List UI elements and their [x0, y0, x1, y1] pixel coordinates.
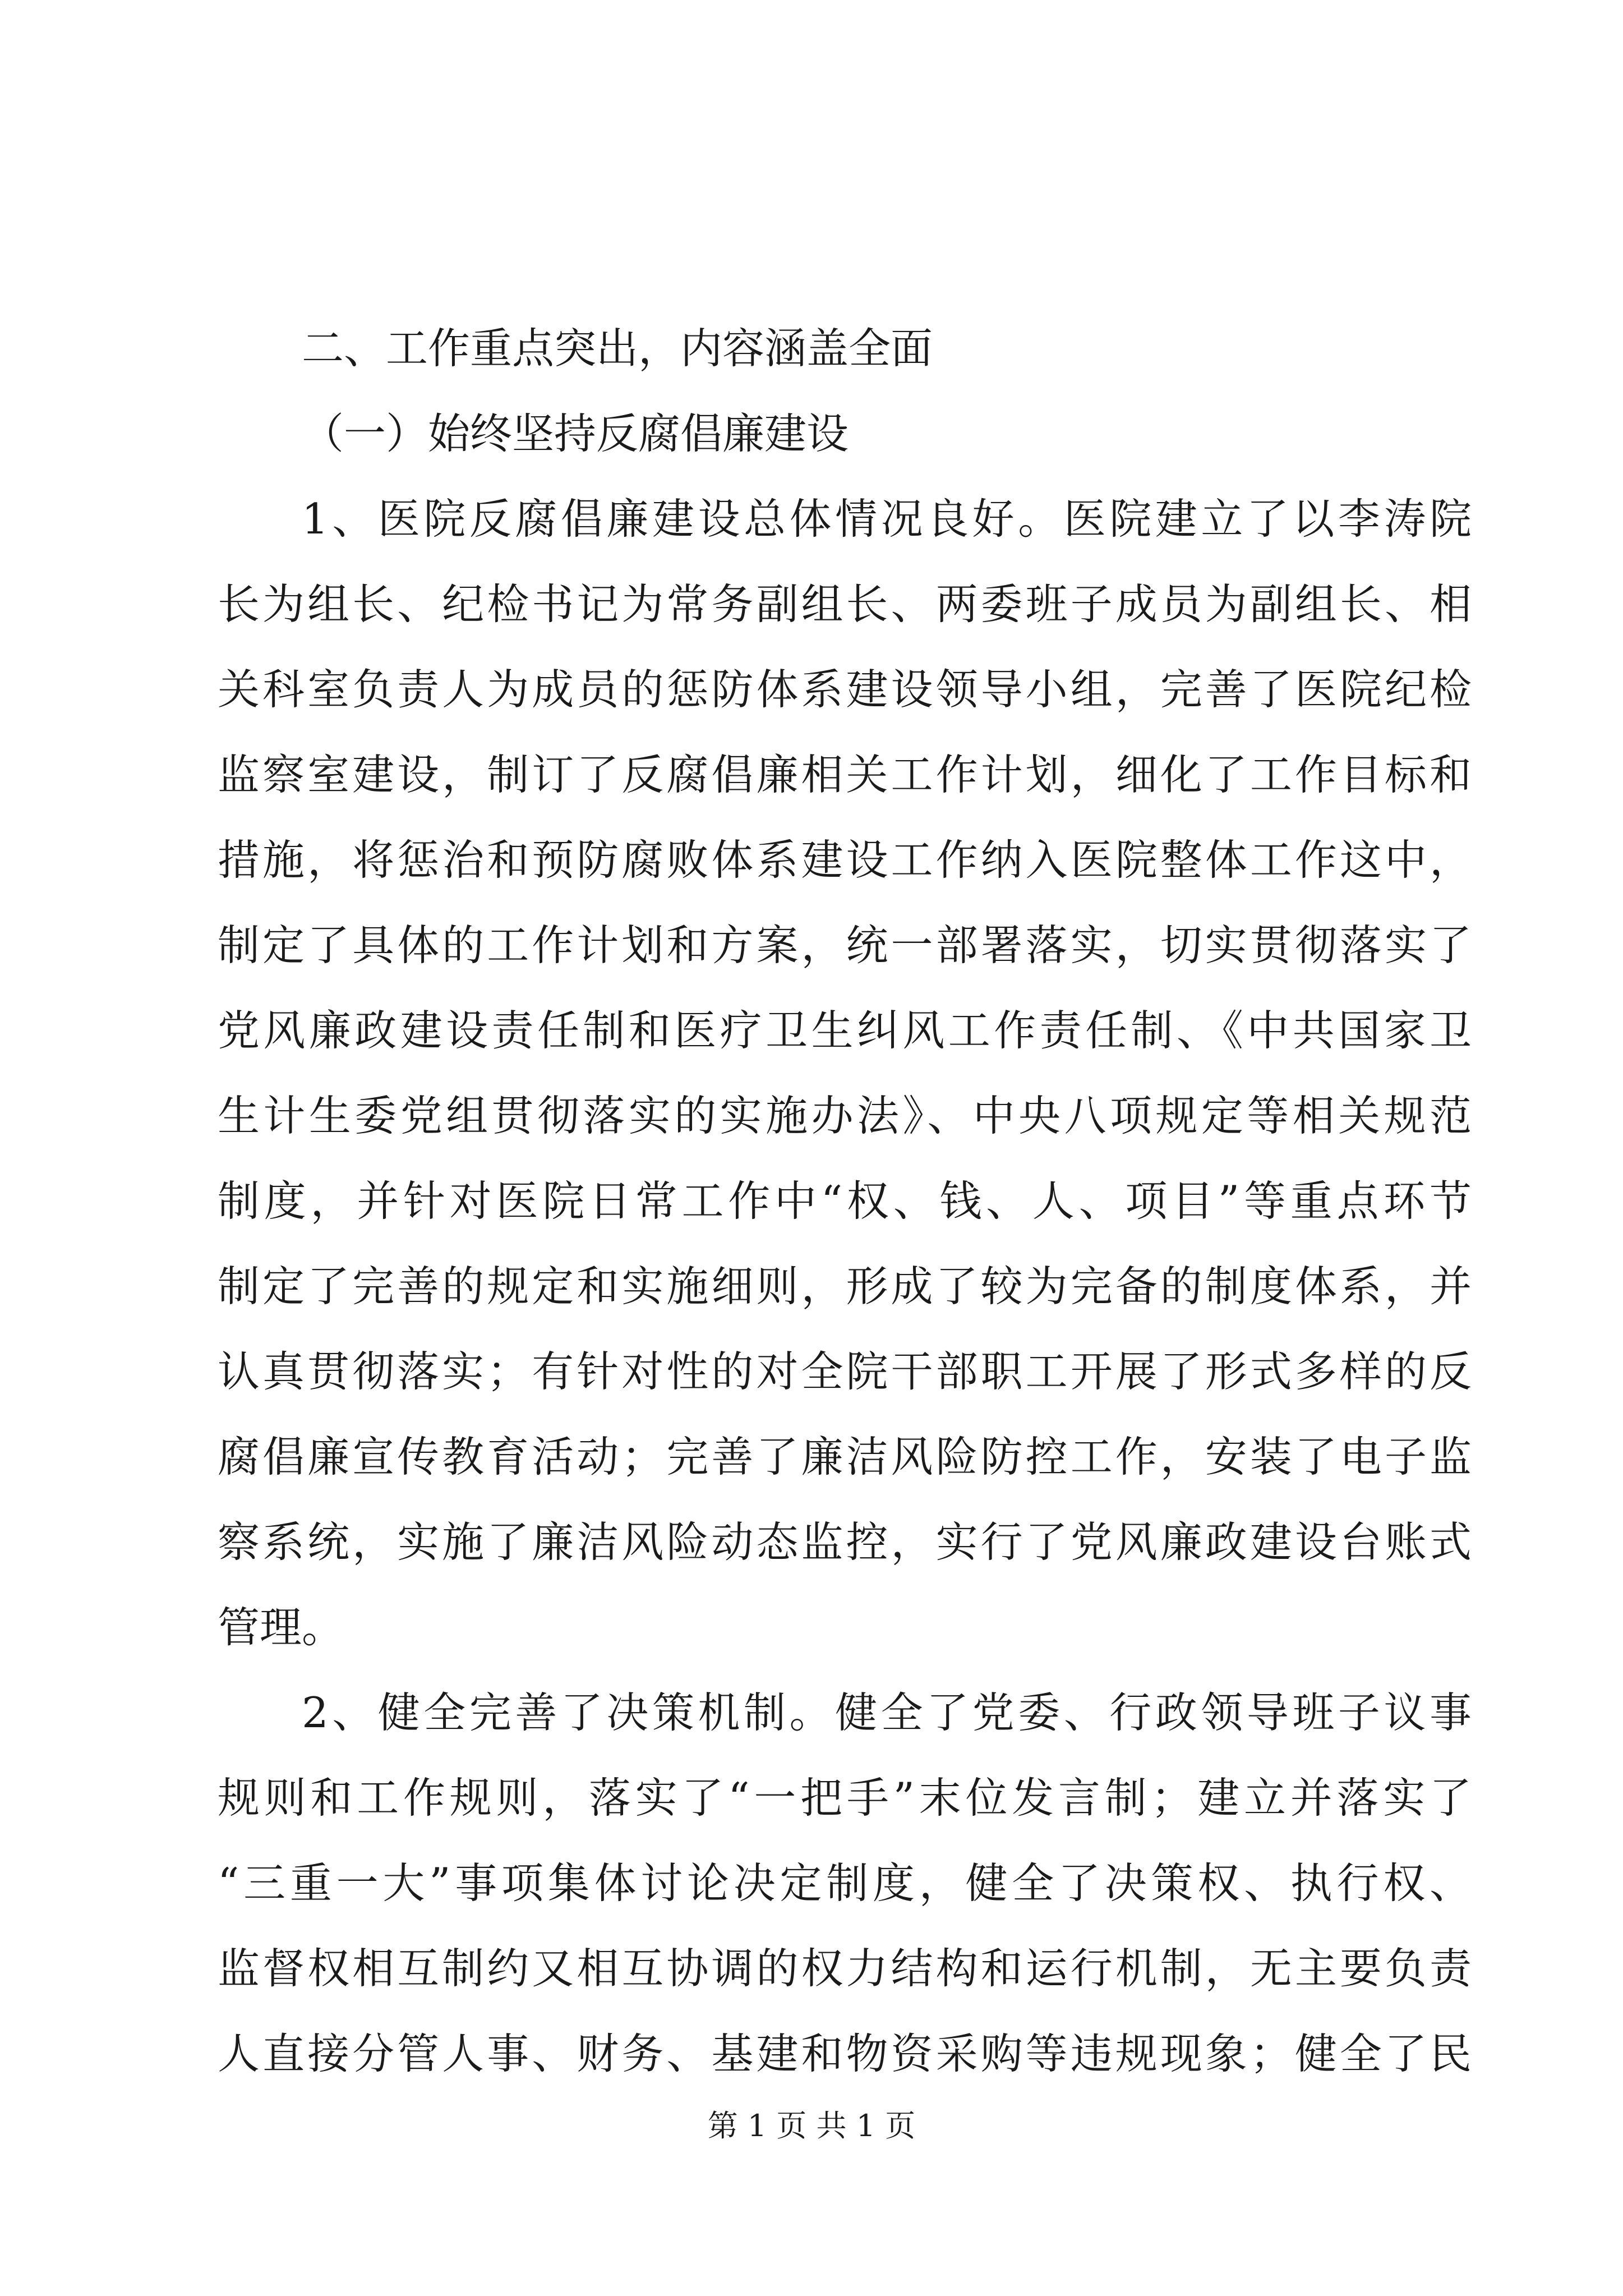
paragraph-line: 人直接分管人事、财务、基建和物资采购等违规现象；健全了民	[218, 2029, 1472, 2078]
paragraph-line: 2、健全完善了决策机制。健全了党委、行政领导班子议事	[302, 1688, 1472, 1737]
page-number-footer: 第 1 页 共 1 页	[707, 2108, 916, 2143]
subsection-heading: （一）始终坚持反腐倡廉建设	[302, 409, 849, 458]
paragraph-line: 制度，并针对医院日常工作中“权、钱、人、项目”等重点环节	[218, 1176, 1472, 1226]
paragraph-line: 认真贯彻落实；有针对性的对全院干部职工开展了形式多样的反	[218, 1347, 1472, 1396]
paragraph-line: 制定了具体的工作计划和方案，统一部署落实，切实贯彻落实了	[218, 921, 1472, 970]
document-body	[218, 306, 1472, 2096]
paragraph-line: 措施，将惩治和预防腐败体系建设工作纳入医院整体工作这中，	[218, 835, 1472, 885]
paragraph-line: 管理。	[218, 1603, 344, 1652]
paragraph-line: 规则和工作规则，落实了“一把手”末位发言制；建立并落实了	[218, 1773, 1472, 1823]
paragraph-line: 1、医院反腐倡廉建设总体情况良好。医院建立了以李涛院	[302, 494, 1472, 544]
paragraph-2	[218, 1670, 1472, 2096]
paragraph-line: 党风廉政建设责任制和医疗卫生纠风工作责任制、《中共国家卫	[218, 1006, 1472, 1055]
paragraph-line: 关科室负责人为成员的惩防体系建设领导小组，完善了医院纪检	[218, 665, 1472, 714]
paragraph-line: 监察室建设，制订了反腐倡廉相关工作计划，细化了工作目标和	[218, 750, 1472, 799]
paragraph-line: 长为组长、纪检书记为常务副组长、两委班子成员为副组长、相	[218, 579, 1472, 629]
paragraph-line: 察系统，实施了廉洁风险动态监控，实行了党风廉政建设台账式	[218, 1517, 1472, 1567]
paragraph-1	[218, 476, 1472, 1670]
paragraph-line: 生计生委党组贯彻落实的实施办法》、中央八项规定等相关规范	[218, 1091, 1472, 1140]
paragraph-line: 监督权相互制约又相互协调的权力结构和运行机制，无主要负责	[218, 1944, 1472, 1993]
paragraph-line: 腐倡廉宣传教育活动；完善了廉洁风险防控工作，安装了电子监	[218, 1432, 1472, 1481]
paragraph-line: 制定了完善的规定和实施细则，形成了较为完备的制度体系，并	[218, 1262, 1472, 1311]
section-heading: 二、工作重点突出，内容涵盖全面	[302, 324, 933, 373]
paragraph-line: “三重一大”事项集体讨论决定制度，健全了决策权、执行权、	[218, 1858, 1472, 1908]
